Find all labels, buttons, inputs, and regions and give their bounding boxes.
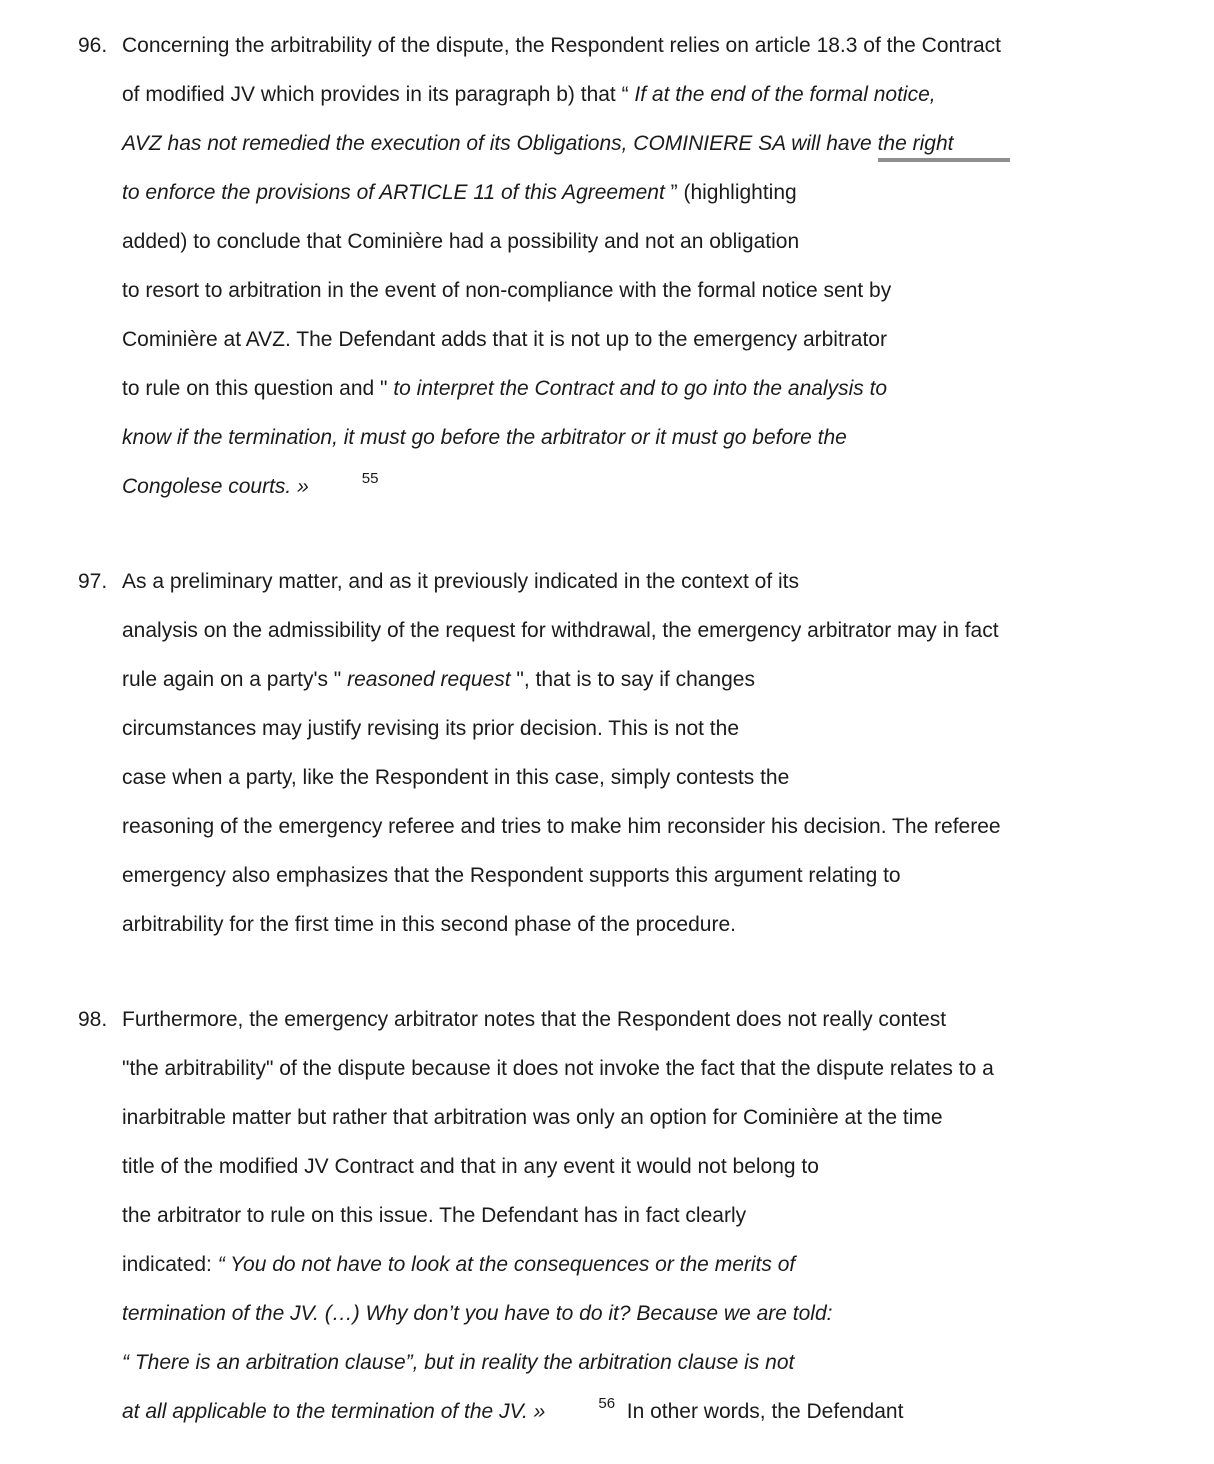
paragraph-97 bbox=[78, 557, 1140, 949]
text-run: case when a party, like the Respondent in this case, simply contests the bbox=[122, 766, 790, 789]
text-run: Concerning the arbitrability of the dispute, the Respondent relies on article 18.3 of the Contract bbox=[122, 34, 1002, 57]
text-line bbox=[122, 119, 1140, 168]
paragraph-98 bbox=[78, 995, 1140, 1436]
text-run: Furthermore, the emergency arbitrator notes that the Respondent does not really contest bbox=[122, 1008, 947, 1031]
text-line bbox=[122, 851, 1140, 900]
text-line bbox=[122, 606, 1140, 655]
text-line bbox=[122, 557, 1140, 606]
text-run: ", that is to say if changes bbox=[510, 668, 755, 691]
text-line bbox=[122, 21, 1140, 70]
quoted-text-run: to interpret the Contract and to go into the analysis to bbox=[393, 377, 888, 400]
text-line bbox=[122, 364, 1140, 413]
text-line bbox=[122, 315, 1140, 364]
text-run: indicated: bbox=[122, 1253, 218, 1276]
text-run: added) to conclude that Cominière had a possibility and not an obligation bbox=[122, 230, 800, 253]
quoted-text-run: know if the termination, it must go before the arbitrator or it must go before the bbox=[122, 426, 847, 449]
quoted-text-run: “ There is an arbitration clause”, but in reality the arbitration clause is not bbox=[122, 1351, 795, 1374]
footnote-ref: 55 bbox=[361, 470, 379, 487]
text-line bbox=[122, 1240, 1140, 1289]
text-run: Cominière at AVZ. The Defendant adds that it is not up to the emergency arbitrator bbox=[122, 328, 887, 351]
text-line bbox=[122, 168, 1140, 217]
text-run: arbitrability for the first time in this second phase of the procedure. bbox=[122, 913, 736, 936]
quoted-text-run: to enforce the provisions of ARTICLE 11 of this Agreement bbox=[122, 181, 671, 204]
text-run: ” (highlighting bbox=[670, 181, 797, 204]
paragraph-number: 96. bbox=[78, 34, 108, 57]
quoted-text-run: AVZ has not remedied the execution of its Obligations, COMINIERE SA will have bbox=[122, 132, 878, 155]
text-run: "the arbitrability" of the dispute because it does not invoke the fact that the dispute relates to a bbox=[122, 1057, 994, 1080]
text-line bbox=[122, 1191, 1140, 1240]
highlighted-underlined-text: the right bbox=[878, 132, 1011, 162]
text-run: the arbitrator to rule on this issue. The Defendant has in fact clearly bbox=[122, 1204, 747, 1227]
paragraph-96 bbox=[78, 21, 1140, 511]
text-line bbox=[122, 217, 1140, 266]
text-line bbox=[122, 704, 1140, 753]
text-line bbox=[122, 753, 1140, 802]
quoted-text-run: If at the end of the formal notice, bbox=[634, 83, 936, 106]
text-run: of modified JV which provides in its paragraph b) that “ bbox=[122, 83, 635, 106]
footnote-gap-spacer bbox=[545, 1417, 598, 1418]
text-line bbox=[122, 1289, 1140, 1338]
text-run: title of the modified JV Contract and that in any event it would not belong to bbox=[122, 1155, 819, 1178]
text-line bbox=[122, 802, 1140, 851]
text-run: circumstances may justify revising its prior decision. This is not the bbox=[122, 717, 739, 740]
text-line bbox=[122, 655, 1140, 704]
text-line bbox=[122, 462, 1140, 511]
text-run: to resort to arbitration in the event of non-compliance with the formal notice sent by bbox=[122, 279, 892, 302]
footnote-ref: 56 bbox=[598, 1395, 616, 1412]
quoted-text-run: termination of the JV. (…) Why don’t you have to do it? Because we are told: bbox=[122, 1302, 833, 1325]
text-line bbox=[122, 413, 1140, 462]
quoted-text-run: at all applicable to the termination of the JV. » bbox=[122, 1400, 546, 1423]
text-run: rule again on a party's " bbox=[122, 668, 348, 691]
paragraph-number: 98. bbox=[78, 1008, 108, 1031]
footnote-gap-spacer bbox=[309, 492, 362, 493]
text-run: analysis on the admissibility of the request for withdrawal, the emergency arbitrator may in fact bbox=[122, 619, 999, 642]
text-line bbox=[122, 1093, 1140, 1142]
text-line bbox=[122, 70, 1140, 119]
text-run: In other words, the Defendant bbox=[615, 1400, 904, 1423]
text-line bbox=[122, 266, 1140, 315]
text-run: inarbitrable matter but rather that arbitration was only an option for Cominière at the time bbox=[122, 1106, 943, 1129]
text-line bbox=[122, 1338, 1140, 1387]
text-line bbox=[122, 900, 1140, 949]
quoted-text-run: “ You do not have to look at the consequences or the merits of bbox=[217, 1253, 796, 1276]
text-line bbox=[122, 995, 1140, 1044]
text-line bbox=[122, 1387, 1140, 1436]
text-run: to rule on this question and " bbox=[122, 377, 394, 400]
paragraph-number: 97. bbox=[78, 570, 108, 593]
text-run: As a preliminary matter, and as it previously indicated in the context of its bbox=[122, 570, 799, 593]
text-line bbox=[122, 1142, 1140, 1191]
text-line bbox=[122, 1044, 1140, 1093]
quoted-text-run: reasoned request bbox=[347, 668, 511, 691]
text-run: emergency also emphasizes that the Respondent supports this argument relating to bbox=[122, 864, 901, 887]
text-run: reasoning of the emergency referee and tries to make him reconsider his decision. The referee bbox=[122, 815, 1001, 838]
quoted-text-run: Congolese courts. » bbox=[122, 475, 309, 498]
